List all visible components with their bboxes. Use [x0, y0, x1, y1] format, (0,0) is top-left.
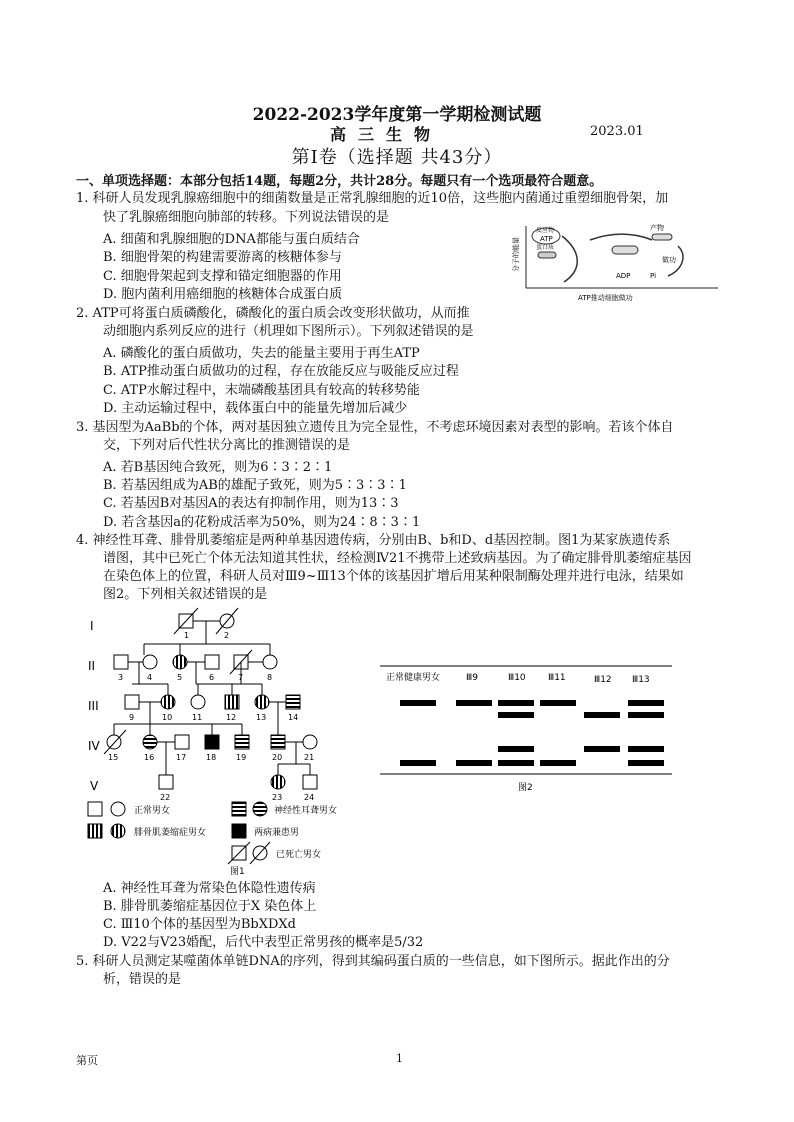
ind-23 [271, 775, 285, 789]
ind-12 [225, 695, 239, 709]
exam-date: 2023.01 [590, 124, 644, 139]
id-3: 3 [118, 673, 124, 682]
pedigree-figure [84, 606, 344, 876]
pedigree-caption: 图1 [230, 867, 245, 876]
gen-label-1: I [90, 619, 94, 633]
q3-option-c: C. 若基因B对基因A的表达有抑制作用，则为13∶3 [103, 496, 399, 511]
ind-13 [255, 695, 269, 709]
q3-option-d: D. 若含基因a的花粉成活率为50%，则为24∶8∶3∶1 [103, 515, 421, 530]
legend-label-normal: 正常男女 [134, 806, 171, 816]
band-iii10-4 [498, 760, 534, 766]
gen-label-5: V [90, 779, 99, 793]
id-16: 16 [144, 753, 155, 762]
atp-label-protein: 蛋白质 [536, 244, 555, 251]
ind-19 [235, 735, 249, 749]
lane-label-iii11: Ⅲ11 [548, 673, 566, 683]
band-iii11-upper [540, 700, 576, 706]
q4-stem-line1: 4. 神经性耳聋、腓骨肌萎缩症是两种单基因遗传病，分别由B、b和D、d基因控制。图1为某家族遗传系 [76, 533, 671, 548]
q4-stem-line3: 在染色体上的位置，科研人员对Ⅲ9~Ⅲ13个体的该基因扩增后用某种限制酶处理并进行电泳，结果如 [103, 569, 684, 584]
lane-label-normal: 正常健康男女 [386, 673, 441, 683]
id-13: 13 [256, 713, 267, 722]
band-iii13-3 [628, 746, 664, 752]
band-normal-lower [400, 760, 436, 766]
atp-label-product: 产物 [650, 224, 664, 232]
legend-both-male [232, 824, 246, 838]
band-iii13-4 [628, 760, 664, 766]
ind-6 [205, 655, 219, 669]
legend-label-cmt: 腓骨肌萎缩症男女 [134, 828, 207, 838]
q3-option-b: B. 若基因组成为AB的雄配子致死，则为5∶3∶3∶1 [103, 478, 407, 493]
ind-8 [263, 655, 277, 669]
q1-stem-line2: 快了乳腺癌细胞向肺部的转移。下列说法错误的是 [103, 210, 390, 225]
page-number: 1 [396, 1052, 403, 1065]
ind-5 [173, 655, 187, 669]
band-iii13-1 [628, 700, 664, 706]
atp-label-reaction: 反应物 [536, 227, 555, 234]
band-iii10-1 [498, 700, 534, 706]
volume-heading: 第Ⅰ卷（选择题 共43分） [291, 147, 503, 168]
id-21: 21 [304, 753, 315, 762]
legend-label-dead: 已死亡男女 [276, 850, 322, 860]
footer-left: 第页 [76, 1054, 98, 1067]
id-9: 9 [129, 713, 135, 722]
atp-ylabel: 分子的能量 [512, 237, 520, 272]
legend-normal-female [111, 802, 125, 816]
id-18: 18 [206, 753, 217, 762]
id-1: 1 [184, 631, 190, 640]
band-normal-upper [400, 700, 436, 706]
id-24: 24 [304, 793, 315, 802]
q4-stem-line4: 图2。下列相关叙述错误的是 [103, 587, 268, 602]
band-iii10-2 [498, 712, 534, 718]
band-iii9-lower [456, 760, 492, 766]
id-17: 17 [176, 753, 187, 762]
q2-option-d: D. 主动运输过程中，载体蛋白中的能量先增加后减少 [103, 401, 408, 416]
q3-stem-line1: 3. 基因型为AaBb的个体，两对基因独立遗传且为完全显性，不考虑环境因素对表型的影响。若该个体自 [76, 420, 674, 435]
phospho-protein [612, 246, 638, 254]
protein-shape [538, 252, 556, 258]
ind-18 [205, 735, 219, 749]
id-8: 8 [267, 673, 273, 682]
atp-label-work: 做功 [662, 256, 676, 264]
gen-label-4: IV [88, 739, 100, 753]
q1-stem-line1: 1. 科研人员发现乳腺癌细胞中的细菌数量是正常乳腺细胞的近10倍，这些胞内菌通过重塑细胞骨架，加 [76, 191, 669, 206]
band-iii12-upper [584, 712, 620, 718]
ind-22 [159, 775, 173, 789]
id-15: 15 [108, 753, 119, 762]
lane-label-iii10: Ⅲ10 [508, 673, 526, 683]
band-iii13-2 [628, 712, 664, 718]
ind-9 [125, 695, 139, 709]
atp-label-pi: Pi [650, 272, 657, 280]
band-iii9-upper [456, 700, 492, 706]
id-2: 2 [224, 631, 230, 640]
legend-label-deaf: 神经性耳聋男女 [274, 806, 338, 816]
atp-caption: ATP推动细胞做功 [578, 294, 633, 302]
ind-16 [143, 735, 157, 749]
q5-stem-line1: 5. 科研人员测定某噬菌体单链DNA的序列，得到其编码蛋白质的一些信息，如下图所示。据此作出的分 [76, 954, 670, 969]
arrow-curve-top [590, 234, 652, 240]
q4-option-c: C. Ⅲ10个体的基因型为BbXDXd [103, 917, 296, 932]
ind-17 [175, 735, 189, 749]
q1-option-b: B. 细胞骨架的构建需要游离的核糖体参与 [103, 250, 342, 265]
q2-option-a: A. 磷酸化的蛋白质做功，失去的能量主要用于再生ATP [103, 346, 420, 361]
ind-24 [303, 775, 317, 789]
band-iii12-lower [584, 746, 620, 752]
gen-label-2: II [88, 659, 96, 673]
q2-option-c: C. ATP水解过程中，末端磷酸基团具有较高的转移势能 [103, 383, 420, 398]
q4-option-a: A. 神经性耳聋为常染色体隐性遗传病 [103, 881, 316, 896]
q2-stem-line2: 动细胞内系列反应的进行（机理如下图所示）。下列叙述错误的是 [103, 324, 474, 339]
atp-label-adp: ADP [616, 272, 631, 280]
lane-label-iii9: Ⅲ9 [466, 673, 478, 683]
id-7: 7 [238, 673, 244, 682]
atp-work-figure [512, 222, 722, 304]
ind-4 [143, 655, 157, 669]
lane-label-iii13: Ⅲ13 [632, 675, 650, 685]
legend-cmt-male [88, 824, 102, 838]
legend-label-both: 两病兼患男 [254, 828, 300, 838]
ind-10 [161, 695, 175, 709]
id-14: 14 [288, 713, 299, 722]
q4-option-d: D. V22与V23婚配，后代中表型正常男孩的概率是5/32 [103, 935, 424, 950]
legend-deaf-female [253, 802, 267, 816]
lane-label-iii12: Ⅲ12 [594, 675, 612, 685]
id-20: 20 [272, 753, 283, 762]
exam-title: 2022-2023学年度第一学期检测试题 [252, 105, 542, 125]
id-10: 10 [162, 713, 173, 722]
legend-normal-male [88, 802, 102, 816]
id-23: 23 [272, 793, 283, 802]
arrow-curve-left [562, 236, 577, 282]
q1-option-c: C. 细胞骨架起到支撑和锚定细胞器的作用 [103, 269, 342, 284]
ind-11 [191, 695, 205, 709]
product-shape [652, 234, 672, 240]
band-iii11-lower [540, 760, 576, 766]
id-22: 22 [160, 793, 171, 802]
q5-stem-line2: 析，错误的是 [103, 972, 182, 987]
q4-stem-line2: 谱图，其中已死亡个体无法知道其性状，经检测Ⅳ21不携带上述致病基因。为了确定腓骨肌萎缩症基因 [103, 551, 692, 566]
ind-14 [286, 695, 300, 709]
band-iii10-3 [498, 746, 534, 752]
atp-label-atp: ATP [540, 235, 553, 243]
ind-20 [271, 735, 285, 749]
id-11: 11 [192, 713, 203, 722]
q2-option-b: B. ATP推动蛋白质做功的过程，存在放能反应与吸能反应过程 [103, 364, 459, 379]
id-6: 6 [209, 673, 215, 682]
q4-option-b: B. 腓骨肌萎缩症基因位于X 染色体上 [103, 899, 317, 914]
legend-cmt-female [111, 824, 125, 838]
id-4: 4 [147, 673, 153, 682]
q3-stem-line2: 交，下列对后代性状分离比的推测错误的是 [103, 438, 351, 453]
gel-figure [376, 660, 676, 795]
id-19: 19 [236, 753, 247, 762]
q1-option-a: A. 细菌和乳腺细胞的DNA都能与蛋白质结合 [103, 232, 360, 247]
legend-deaf-male [232, 802, 246, 816]
exam-subject: 高三生物 [330, 125, 443, 144]
ind-21 [303, 735, 317, 749]
ind-3 [114, 655, 128, 669]
gel-caption: 图2 [518, 783, 533, 793]
section-heading: 一、单项选择题：本部分包括14题，每题2分，共计28分。每题只有一个选项最符合题意。 [76, 174, 603, 189]
q2-stem-line1: 2. ATP可将蛋白质磷酸化，磷酸化的蛋白质会改变形状做功，从而推 [76, 306, 470, 321]
q3-option-a: A. 若B基因纯合致死，则为6∶3∶2∶1 [103, 460, 333, 475]
id-12: 12 [226, 713, 237, 722]
id-5: 5 [177, 673, 183, 682]
gen-label-3: III [88, 699, 99, 713]
q1-option-d: D. 胞内菌利用癌细胞的核糖体合成蛋白质 [103, 287, 343, 302]
